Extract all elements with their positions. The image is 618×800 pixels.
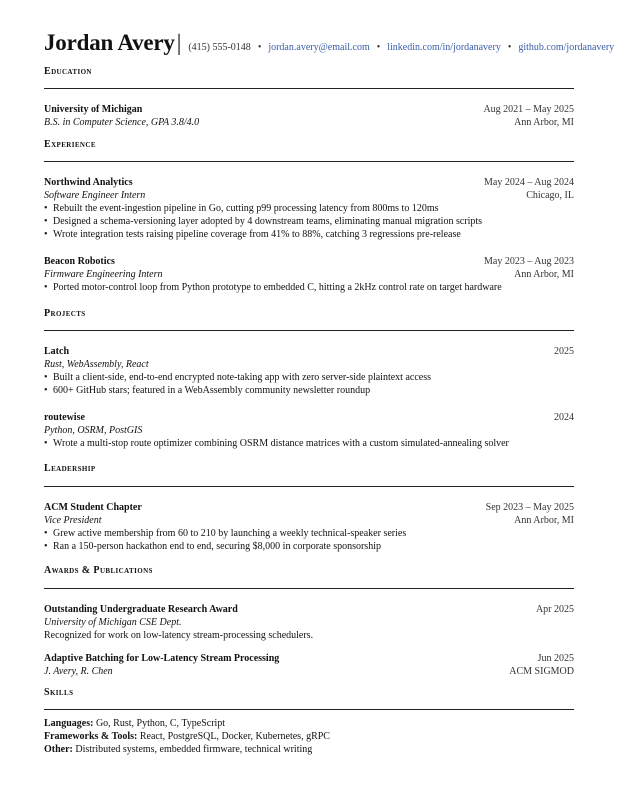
leadership-location: Ann Arbor, MI xyxy=(514,515,574,526)
bullet-text: 600+ GitHub stars; featured in a WebAssembly community newsletter roundup xyxy=(53,385,371,396)
school-name: University of Michigan xyxy=(44,104,143,115)
education-entry xyxy=(44,103,574,129)
publication-venue: ACM SIGMOD xyxy=(509,666,574,677)
bullet-icon: • xyxy=(44,438,48,449)
project-year: 2025 xyxy=(554,346,574,357)
phone-number: (415) 555-0148 xyxy=(188,42,251,53)
experience-entry xyxy=(44,255,574,294)
leadership-dates: Sep 2023 – May 2025 xyxy=(485,502,574,513)
github-link[interactable]: github.com/jordanavery xyxy=(518,42,615,53)
publication-entry xyxy=(44,652,574,678)
bullet-item xyxy=(44,384,574,397)
section-divider xyxy=(44,709,574,710)
bullet-icon: • xyxy=(44,541,48,552)
project-stack: Python, OSRM, PostGIS xyxy=(44,425,143,436)
bullet-item xyxy=(44,371,574,384)
publication-authors: J. Avery, R. Chen xyxy=(44,666,113,677)
job-location: Ann Arbor, MI xyxy=(514,269,574,280)
skills-other xyxy=(44,743,574,756)
job-dates: May 2024 – Aug 2024 xyxy=(484,177,574,188)
bullet-list xyxy=(44,202,574,241)
skills-list xyxy=(44,717,574,756)
project-stack: Rust, WebAssembly, React xyxy=(44,359,149,370)
bullet-item xyxy=(44,540,574,553)
candidate-name: Jordan Avery xyxy=(44,30,175,55)
skills-frameworks xyxy=(44,730,574,743)
bullet-text: Designed a schema-versioning layer adopted by 4 downstream teams, eliminating manual migration scripts xyxy=(53,216,483,227)
section-title-experience: Experience xyxy=(44,139,96,150)
bullet-text: Wrote integration tests raising pipeline coverage from 41% to 88%, catching 3 regressions pre-release xyxy=(53,229,461,240)
skills-label: Languages: xyxy=(44,718,94,729)
job-role: Firmware Engineering Intern xyxy=(44,269,163,280)
award-title: Outstanding Undergraduate Research Award xyxy=(44,604,238,615)
publication-title: Adaptive Batching for Low-Latency Stream Processing xyxy=(44,653,280,664)
project-entry xyxy=(44,345,574,397)
education-dates: Aug 2021 – May 2025 xyxy=(483,104,574,115)
project-name: routewise xyxy=(44,412,85,423)
experience-entry xyxy=(44,176,574,241)
section-title-education: Education xyxy=(44,66,92,77)
bullet-icon: • xyxy=(44,282,48,293)
bullet-item xyxy=(44,215,574,228)
bullet-list xyxy=(44,371,574,397)
bullet-item xyxy=(44,228,574,241)
bullet-text: Built a client-side, end-to-end encrypted note-taking app with zero server-side plaintext access xyxy=(53,372,431,383)
bullet-item xyxy=(44,527,574,540)
bullet-icon: • xyxy=(44,203,48,214)
job-dates: May 2023 – Aug 2023 xyxy=(484,256,574,267)
bullet-icon: • xyxy=(44,528,48,539)
job-role: Software Engineer Intern xyxy=(44,190,146,201)
section-divider xyxy=(44,330,574,331)
linkedin-link[interactable]: linkedin.com/in/jordanavery xyxy=(387,42,501,53)
contact-separator: • xyxy=(257,42,262,53)
bullet-icon: • xyxy=(44,229,48,240)
project-name: Latch xyxy=(44,346,69,357)
skills-label: Other: xyxy=(44,744,73,755)
project-entry xyxy=(44,411,574,450)
section-title-awards: Awards & Publications xyxy=(44,565,153,576)
contact-separator: • xyxy=(376,42,381,53)
award-date: Apr 2025 xyxy=(535,604,574,615)
section-divider xyxy=(44,161,574,162)
email-link[interactable]: jordan.avery@email.com xyxy=(268,42,370,53)
leadership-role: Vice President xyxy=(44,515,102,526)
leadership-entry xyxy=(44,501,574,553)
skills-value: Distributed systems, embedded firmware, technical writing xyxy=(75,744,313,755)
section-title-skills: Skills xyxy=(44,687,74,698)
bullet-icon: • xyxy=(44,216,48,227)
skills-label: Frameworks & Tools: xyxy=(44,731,138,742)
bullet-text: Ported motor-control loop from Python prototype to embedded C, hitting a 2kHz control rate on target hardware xyxy=(53,282,502,293)
award-issuer: University of Michigan CSE Dept. xyxy=(44,617,182,628)
name-divider: | xyxy=(176,30,182,55)
skills-languages xyxy=(44,717,574,730)
bullet-icon: • xyxy=(44,385,48,396)
award-description: Recognized for work on low-latency stream-processing schedulers. xyxy=(44,630,314,641)
skills-value: React, PostgreSQL, Docker, Kubernetes, gRPC xyxy=(139,731,330,742)
bullet-text: Ran a 150-person hackathon end to end, securing $8,000 in corporate sponsorship xyxy=(53,541,381,552)
organization-name: ACM Student Chapter xyxy=(44,502,142,513)
bullet-list xyxy=(44,281,574,294)
publication-date: Jun 2025 xyxy=(537,653,574,664)
contact-separator: • xyxy=(507,42,512,53)
skills-value: Go, Rust, Python, C, TypeScript xyxy=(95,718,226,729)
award-entry xyxy=(44,603,574,642)
bullet-item xyxy=(44,281,574,294)
company-name: Northwind Analytics xyxy=(44,177,133,188)
bullet-item xyxy=(44,437,574,450)
bullet-item xyxy=(44,202,574,215)
section-title-projects: Projects xyxy=(44,308,86,319)
job-location: Chicago, IL xyxy=(526,190,574,201)
degree: B.S. in Computer Science, GPA 3.8/4.0 xyxy=(44,117,200,128)
bullet-text: Grew active membership from 60 to 210 by launching a weekly technical-speaker series xyxy=(53,528,407,539)
section-divider xyxy=(44,588,574,589)
bullet-text: Wrote a multi-stop route optimizer combining OSRM distance matrices with a custom simulated-annealing solver xyxy=(53,438,509,449)
section-divider xyxy=(44,486,574,487)
bullet-text: Rebuilt the event-ingestion pipeline in Go, cutting p99 processing latency from 800ms to 120ms xyxy=(53,203,439,214)
section-title-leadership: Leadership xyxy=(44,463,96,474)
project-year: 2024 xyxy=(554,412,574,423)
company-name: Beacon Robotics xyxy=(44,256,115,267)
resume-header xyxy=(44,30,615,56)
section-divider xyxy=(44,88,574,89)
bullet-list xyxy=(44,437,574,450)
bullet-icon: • xyxy=(44,372,48,383)
education-location: Ann Arbor, MI xyxy=(514,117,574,128)
bullet-list xyxy=(44,527,574,553)
